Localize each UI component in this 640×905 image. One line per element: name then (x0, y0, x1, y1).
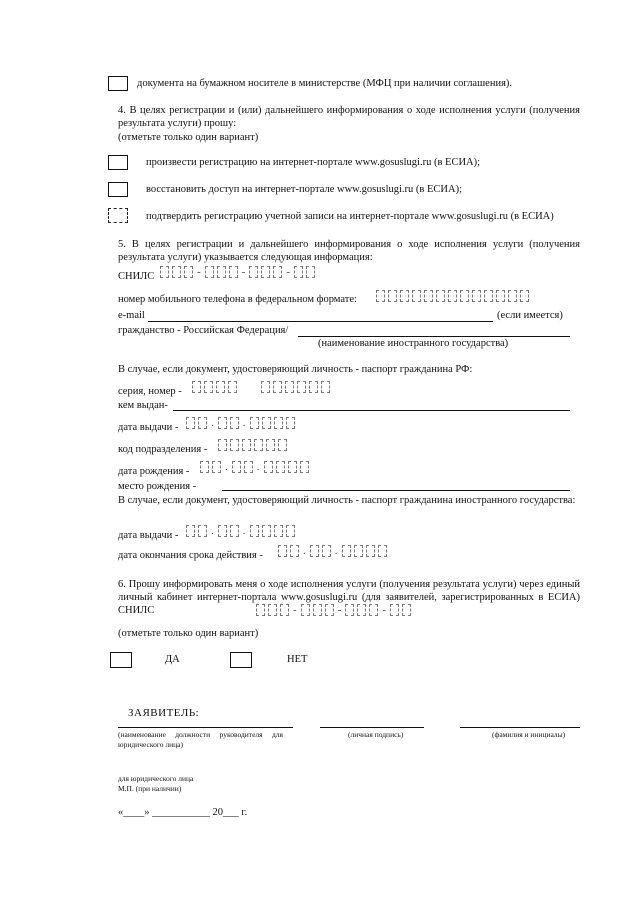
no-checkbox[interactable] (230, 652, 252, 668)
citizenship-label: гражданство - Российская Федерация/ (118, 325, 289, 336)
division-code-label: код подразделения - (118, 444, 208, 455)
citizenship-field[interactable] (298, 336, 570, 337)
rf-passport-heading: В случае, если документ, удостоверяющий личность - паспорт гражданина РФ: (118, 364, 473, 375)
section6-snils-cells[interactable]: - - - (256, 604, 411, 616)
restore-access-option-checkbox[interactable] (108, 182, 128, 197)
foreign-passport-heading: В случае, если документ, удостоверяющий личность - паспорт гражданина иностранного государства: (118, 495, 576, 506)
section4-heading: 4. В целях регистрации и (или) дальнейшего информирования о ходе исполнения услуги (получения результата услуги) прошу: (118, 105, 580, 129)
confirm-registration-option-label: подтвердить регистрацию учетной записи на интернет-портале www.gosuslugi.ru (в ЕСИА) (146, 211, 554, 222)
applicant-title: ЗАЯВИТЕЛЬ: (128, 707, 200, 719)
legal-entity-note: для юридического лица (118, 774, 194, 783)
position-line[interactable] (118, 727, 293, 728)
foreign-issue-date-label: дата выдачи - (118, 530, 179, 541)
date-line: «____» ___________ 20___ г. (118, 807, 248, 818)
email-field[interactable] (148, 321, 493, 322)
snils-cells[interactable]: - - - (160, 266, 315, 278)
name-caption: (фамилия и инициалы) (492, 730, 566, 739)
yes-label: ДА (165, 654, 180, 665)
restore-access-option-label: восстановить доступ на интернет-портале www.gosuslugi.ru (в ЕСИА); (146, 184, 463, 195)
email-note: (если имеется) (497, 310, 563, 321)
issue-date-cells[interactable]: . . (186, 417, 295, 429)
citizenship-note: (наименование иностранного государства) (318, 338, 509, 349)
issued-by-label: кем выдан- (118, 400, 168, 411)
foreign-expiry-date-label: дата окончания срока действия - (118, 550, 263, 561)
series-number-cells[interactable] (192, 381, 330, 393)
name-line[interactable] (460, 727, 580, 728)
paper-document-checkbox[interactable] (108, 76, 128, 91)
stamp-note: М.П. (при наличии) (118, 784, 182, 793)
email-label: e-mail (118, 310, 145, 321)
signature-caption: (личная подпись) (348, 730, 404, 739)
birth-date-cells[interactable]: . . (200, 461, 309, 473)
signature-line[interactable] (320, 727, 424, 728)
no-label: НЕТ (287, 654, 308, 665)
section6-note: (отметьте только один вариант) (118, 628, 259, 639)
snils-label: СНИЛС (118, 271, 155, 282)
section5-heading: 5. В целях регистрации и дальнейшего информирования о ходе исполнения услуги (получения результата услуги) указывается следующая информация: (118, 239, 580, 263)
issue-date-label: дата выдачи - (118, 422, 179, 433)
issued-by-field[interactable] (173, 410, 570, 411)
phone-cells[interactable] (376, 290, 529, 302)
division-code-cells[interactable] (218, 439, 287, 451)
position-caption: (наименование должности руководителя для юридического лица) (118, 730, 283, 749)
section4-note: (отметьте только один вариант) (118, 132, 259, 143)
phone-label: номер мобильного телефона в федеральном формате: (118, 294, 357, 305)
series-number-label: серия, номер - (118, 386, 182, 397)
birth-place-field[interactable] (222, 490, 570, 491)
section6-heading: 6. Прошу информировать меня о ходе исполнения услуги (получения результата услуги) через единый личный кабинет интернет-портала www.gosuslugi.ru (для заявителей, зарегистрированных в ЕСИА) СНИЛС (118, 579, 580, 616)
birth-place-label: место рождения - (118, 481, 197, 492)
register-option-label: произвести регистрацию на интернет-портале www.gosuslugi.ru (в ЕСИА); (146, 157, 481, 168)
foreign-expiry-date-cells[interactable]: . . (278, 545, 387, 557)
paper-document-option-label: документа на бумажном носителе в министерстве (МФЦ при наличии соглашения). (137, 78, 513, 89)
confirm-registration-option-checkbox[interactable] (108, 208, 128, 223)
foreign-issue-date-cells[interactable]: . . (186, 525, 295, 537)
register-option-checkbox[interactable] (108, 155, 128, 170)
yes-checkbox[interactable] (110, 652, 132, 668)
birth-date-label: дата рождения - (118, 466, 190, 477)
